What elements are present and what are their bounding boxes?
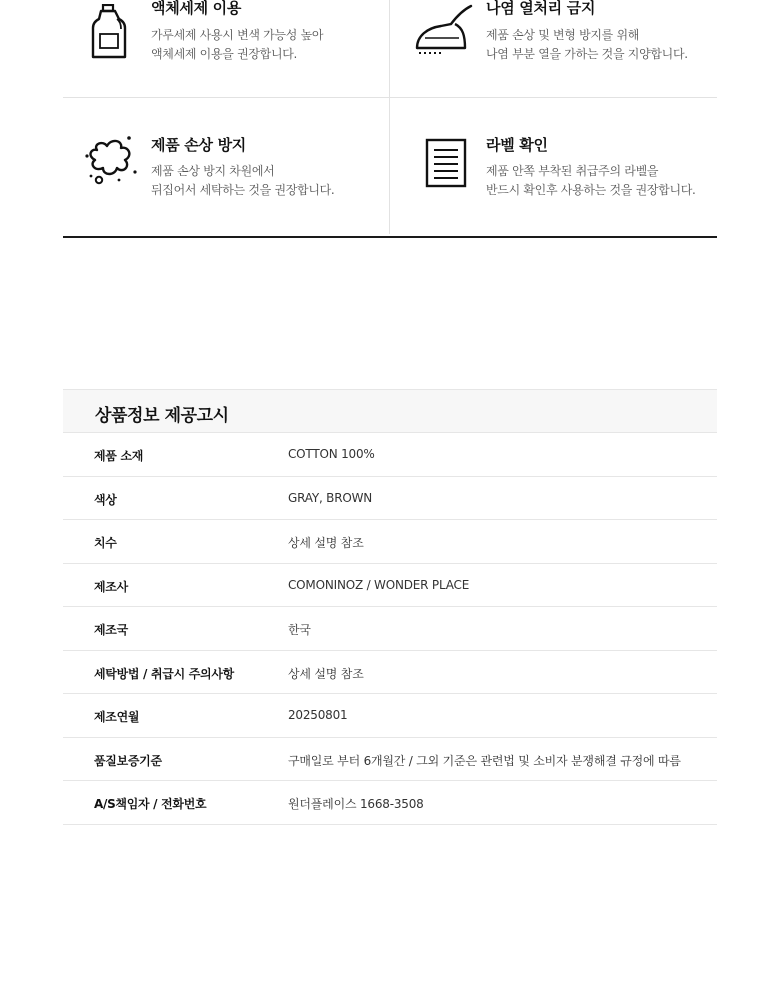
- product-info-table: [63, 389, 717, 825]
- table-row: [63, 564, 717, 608]
- row-label: A/S책임자 / 전화번호: [94, 797, 207, 811]
- table-row: [63, 433, 717, 477]
- table-row: [63, 651, 717, 695]
- care-desc: [151, 26, 323, 64]
- care-desc-line: 제품 안쪽 부착된 취급주의 라벨을: [486, 164, 659, 178]
- care-title: 제품 손상 방지: [151, 136, 246, 154]
- care-desc-line: 제품 손상 및 변형 방지를 위해: [486, 28, 640, 42]
- table-row: [63, 477, 717, 521]
- row-value: 상세 설명 참조: [288, 666, 364, 681]
- table-row: [63, 781, 717, 825]
- row-label: 제조연월: [94, 710, 140, 724]
- care-item-damage-prevention: [63, 98, 383, 197]
- row-value: 상세 설명 참조: [288, 536, 364, 550]
- care-item-no-heat-print: [389, 0, 709, 90]
- care-instructions: [63, 0, 717, 238]
- care-item-label-check: [389, 98, 709, 197]
- care-desc: [151, 162, 334, 200]
- row-value: COTTON 100%: [288, 447, 375, 461]
- row-label: 치수: [94, 536, 117, 550]
- care-desc-line: 나염 부분 열을 가하는 것을 지양합니다.: [486, 47, 688, 61]
- care-desc: [486, 26, 688, 64]
- row-value: GRAY, BROWN: [288, 490, 373, 505]
- table-row: [63, 738, 717, 782]
- row-label: 세탁방법 / 취급시 주의사항: [94, 666, 234, 681]
- row-value: COMONINOZ / WONDER PLACE: [288, 577, 470, 592]
- table-row: [63, 607, 717, 651]
- row-value: 구매일로 부터 6개월간 / 그외 기준은 관련법 및 소비자 분쟁해결 규정에 따름: [288, 753, 681, 768]
- row-value: 한국: [288, 623, 311, 637]
- care-title: 나염 열처리 금지: [486, 0, 596, 17]
- row-label: 제품 소재: [94, 449, 144, 463]
- row-label: 품질보증기준: [94, 753, 162, 768]
- row-value: 20250801: [288, 708, 348, 722]
- row-label: 제조사: [94, 579, 128, 594]
- row-label: 제조국: [94, 623, 128, 637]
- care-item-liquid-detergent: [63, 0, 383, 90]
- table-row: [63, 520, 717, 564]
- table-header: [63, 389, 717, 433]
- table-row: [63, 694, 717, 738]
- care-desc-line: 가루세제 사용시 변색 가능성 높아: [151, 28, 324, 42]
- row-value: 원더플레이스 1668-3508: [288, 797, 424, 811]
- row-label: 색상: [94, 492, 117, 507]
- care-title: 라벨 확인: [486, 136, 548, 154]
- care-desc-line: 반드시 확인후 사용하는 것을 권장합니다.: [486, 183, 696, 197]
- care-desc-line: 제품 손상 방지 차원에서: [151, 164, 275, 178]
- care-title: 액체세제 이용: [151, 0, 242, 17]
- care-desc-line: 뒤집어서 세탁하는 것을 권장합니다.: [151, 183, 335, 197]
- care-desc: [486, 162, 696, 200]
- care-desc-line: 액체세제 이용을 권장합니다.: [151, 47, 298, 61]
- section-title: 상품정보 제공고시: [95, 406, 229, 426]
